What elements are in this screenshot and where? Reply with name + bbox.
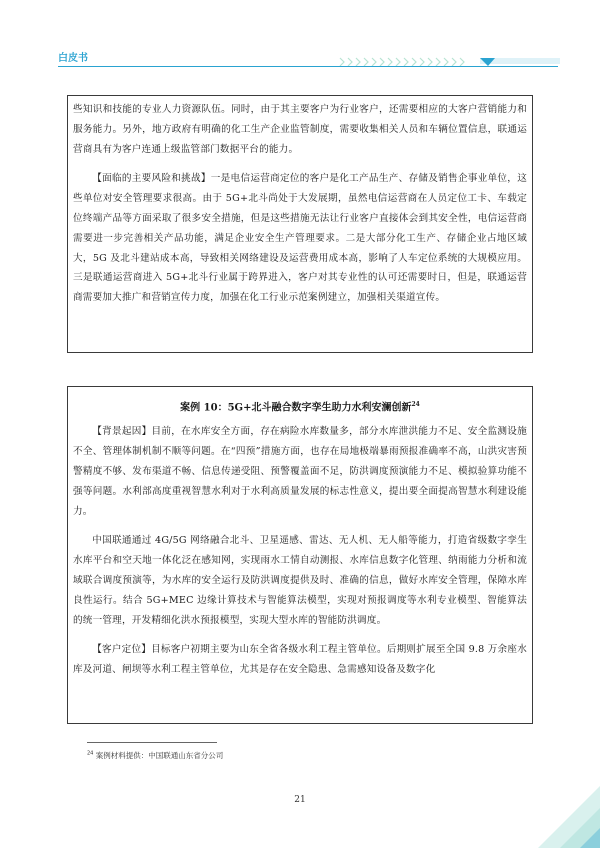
- paragraph-risks-challenges: 【面临的主要风险和挑战】一是电信运营商定位的客户是化工产品生产、存储及销售企事业单位，这些单位对安全管理要求很高。由于 5G+北斗尚处于大发展期，虽然电信运营商在人员定位工卡、车载定位终端产品等方面采取了很多安全措施，但是这些措施无法让行业客户直接体会到其安全性，电信运营商需要进一步完善相关产品功能，满足企业安全生产管理要求。二是大部分化工生产、存储企业占地区域大，5G 及北斗建站成本高，导致相关网络建设及运营费用成本高，影响了人车定位系统的大规模应用。三是联通运营商进入 5G+北斗行业属于跨界进入，客户对其专业性的认可还需要时日，但是，联通运营商需要加大推广和营销宣传力度，加强在化工行业示范案例建立，加强相关渠道宣传。: [73, 173, 527, 304]
- page-number: 21: [294, 795, 306, 805]
- case-title-text: 案例 10：5G+北斗融合数字孪生助力水利安澜创新: [180, 402, 412, 414]
- page-header: [0, 0, 600, 80]
- paragraph-continued: 些知识和技能的专业人力资源队伍。同时，由于其主要客户为行业客户，还需要相应的大客户营销能力和服务能力。另外，地方政府有明确的化工生产企业监管制度，需要收集相关人员和车辆位置信息，联通运营商具有为客户连通上级监管部门数据平台的能力。: [73, 104, 527, 155]
- paragraph-customer: 【客户定位】目标客户初期主要为山东全省各级水利工程主管单位。后期则扩展至全国 9.8 万余座水库及河道、闸坝等水利工程主管单位，尤其是存在安全隐患、急需感知设备及数字化: [73, 644, 527, 676]
- header-rule: [58, 66, 558, 67]
- case-title-footnote-ref: 24: [411, 401, 420, 408]
- text-box-continued: [67, 95, 533, 353]
- footnote-text: 案例材料提供：中国联通山东省分公司: [95, 751, 224, 760]
- corner-decoration: [530, 778, 600, 848]
- footnote-rule: [87, 742, 217, 743]
- case-box: [67, 386, 533, 724]
- paragraph-solution: 中国联通通过 4G/5G 网络融合北斗、卫星遥感、雷达、无人机、无人船等能力，打造省级数字孪生水库平台和空天地一体化泛在感知网，实现雨水工情自动测报、水库信息数字化管理、纳雨能力分析和流域联合调度预演等，为水库的安全运行及防洪调度提供及时、准确的信息，做好水库安全管理，保障水库良性运行。结合 5G+MEC 边缘计算技术与智能算法模型，实现对预报调度等水利专业模型、智能算法的统一管理，开发精细化洪水预报模型，实现大型水库的智能防洪调度。: [73, 535, 527, 626]
- header-label: 白皮书: [58, 53, 88, 64]
- case-title: [73, 397, 527, 416]
- footnote-number: 24: [87, 750, 94, 757]
- paragraph-background: 【背景起因】目前，在水库安全方面，存在病险水库数量多，部分水库泄洪能力不足、安全监测设施不全、管理体制机制不顺等问题。在“四预”措施方面，也存在局地极端暴雨预报准确率不高，山洪灾害预警精度不够、发布渠道不畅、信息传递受阻、预警覆盖面不足，防洪调度预演能力不足、模拟验算功能不强等问题。水利部高度重视智慧水利对于水利高质量发展的标志性意义，提出要全面提高智慧水利建设能力。: [73, 426, 527, 517]
- footnote: [87, 750, 223, 761]
